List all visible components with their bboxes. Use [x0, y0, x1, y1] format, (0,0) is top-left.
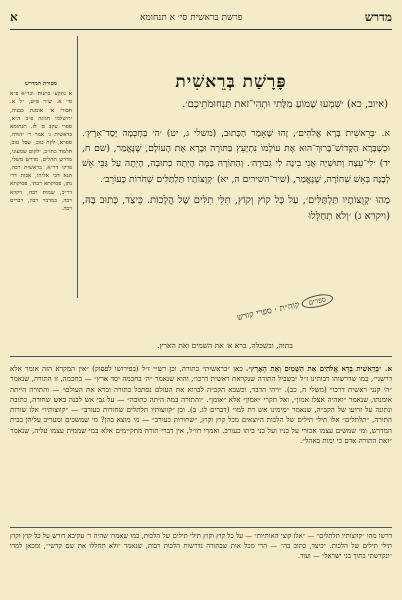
- parashah-title: פָּרָשַׁת בְּרֵאשִׁית: [175, 72, 287, 92]
- sidenotes-text: א נתקע׳ בתנות׳ ובר״א פ״א סי׳ א. ש״ר פ״ט, ״ל א. חבורי א׳ אומנה בבניה, ירושלמי חגיגה פ״ב ה״א, ספרי עקב פ׳ לז. תנחומא בראשית ג׳ אמר ר׳ יהודה, ספרא, לקח טוב, שכל טוב, תלמוד כתו״ב, ילקוט שמעוני, מדרש תהלים, מדרש משלי, פרקי דר״א, בראשית רבה, תנא דבי אליהו, אבות דר׳ נתן, פסיקתא רבתי, פסיקתא דר״כ, שמות רבה, ויקרא רבה, במדבר רבה, דברים רבה.: [10, 91, 72, 213]
- verse-line: בתוה, ובשכלה, ברא א׳ את השמים ואת הארץ.: [157, 341, 293, 350]
- column-divider: [77, 36, 78, 298]
- main-text: [82, 126, 390, 231]
- main-paragraph-2: מַהוּ ׳קְוֻצּוֹתָיו תַּלְתַּלִּים׳, עַל כָּל קוֹץ וְקוֹץ, תִּלֵּי תִלִּים שֶׁל הֲלָכוֹת. כֵּיצַד, כָּתוּב בָּהּ, (ויקרא ג) ׳וְלֹא תְחַלְּלוּ: [82, 194, 390, 222]
- header-running-title: פרשת בראשית סי׳ א תנחומא: [139, 12, 243, 23]
- commentary-section: [10, 364, 392, 522]
- header-rule: [10, 29, 392, 30]
- commentary-lead: א. ״בְּרֵאשִׁית בָּרָא אֱלֹהִים אֵת הַשָּׁמַיִם וְאֵת הָאָרֶץ״.: [245, 364, 392, 373]
- footnotes-section: דרשו מהו ״קווצותיו תלתלים״ — ״אלו קוצי האותיות״ — על כל קוץ וקוץ תילי תילים של הלכות, כמו שאמרו שהיה ר׳ עקיבא דורש על כל קוץ וקוץ תילי תילים של הלכות. ״כיצד, כתוב בה״ — הרי מכל אות שבתורה נדרשות הלכות רבות, שנאמר ״ולא תחללו את שם קדשי״, ומכאן למדו ״ונקדשתי בתוך בני ישראל״ — ועוד.: [10, 532, 392, 560]
- header-right: מדרש: [364, 9, 392, 24]
- main-paragraph-1: א. ׳בְּרֵאשִׁית בָּרָא אֱלֹהִים׳, זֶהוּ שֶׁאָמַר הַכָּתוּב, (משלי ג, יט) ׳ה׳ בְּחָכְמָה יָסַד־אָרֶץ׳. וּכְשֶׁבָּרָא הַקָּדוֹשׁ־בָּרוּךְ־הוּא אֶת עוֹלָמוֹ נִתְיָעֵץ בַּתּוֹרָה וּבָרָא אֶת הָעוֹלָם, שֶׁנֶּאֱמַר, (שם ח, יד) ׳לִי־עֵצָה וְתוּשִׁיָּה אֲנִי בִינָה לִי גְבוּרָה׳. וְהַתּוֹרָה בַּמֶּה הָיְתָה כְתוּבָה, הָיְתָה עַל גַּבֵּי אֵשׁ לְבָנָה בְּאֵשׁ שְׁחוֹרָה, שֶׁנֶּאֱמַר, (שיר־השירים ה, יא) ׳קְוֻצּוֹתָיו תַּלְתַּלִּים שְׁחֹרוֹת כָּעוֹרֵב׳.: [82, 128, 390, 185]
- commentary-rule: [10, 356, 392, 357]
- header-left: א: [10, 9, 18, 24]
- stamp-oval: ספרים: [301, 292, 334, 310]
- page-header: [10, 8, 392, 26]
- sidenotes-title: מסורת המדרש: [25, 81, 57, 87]
- library-stamp: [210, 287, 359, 330]
- sidenotes-column: [10, 80, 72, 305]
- stamp-text: קוה״ת · ספרי קודש: [236, 300, 301, 324]
- commentary-text: כאן ״בראשית״ בתורה, וכן רש״י ז״ל (בפירושו לפסוק) ״אין המקרא הזה אומר אלא דרשני״, כמו שדרשוהו רבותינו ז״ל ״בשביל התורה שנקראת ראשית דרכו״, והוא שנאמר ״ה׳ בחכמה יסד ארץ״ — בחכמה, זו התורה, שנאמר ״ה׳ קנני ראשית דרכו״ (משלי ח, כב). ״ויהי הדבר, וכשבא הקב״ה לברוא את העולם נסתכל בתורה וברא את העולם״ — והתורה הייתה אומנתו, שנאמר ״ואהיה אצלו אמון״, ואל תקרי ״אמון״ אלא ״אומן״. ״והתורה במה היתה כתובה״ — על גבי אש לבנה באש שחורה, כתובה ונתונה על זרועו של הקב״ה, שנאמר ״מימינו אש דת למו״ (דברים לג, ב). וכן ״קווצותיו תלתלים שחורות כעורב״ — ״קווצותיו״ אלו שורות התורה, ״תלתלים״ אלו תילי תילים של הלכות היוצאים מכל קוץ וקוץ, ״שחורות כעורב״ — מי מוצא בהן? מי שמשכים ומעריב עליהן בבית המדרש, ומי שמשים עצמו אכזרי על בניו ועל בני ביתו כעורב. ואמרו חז״ל, אין דברי תורה מתקיימים אלא במי שממית עצמו עליה, שנאמר ״זאת התורה אדם כי ימות באהל״.: [10, 364, 392, 446]
- footnotes-rule: [10, 527, 392, 528]
- opening-verse: (איוב, כא) ׳שִׁמְעוּ שָׁמוֹעַ מִלָּתִי וּתְהִי־זֹאת תַּנְחוּמֹתֵיכֶם׳.: [182, 99, 388, 110]
